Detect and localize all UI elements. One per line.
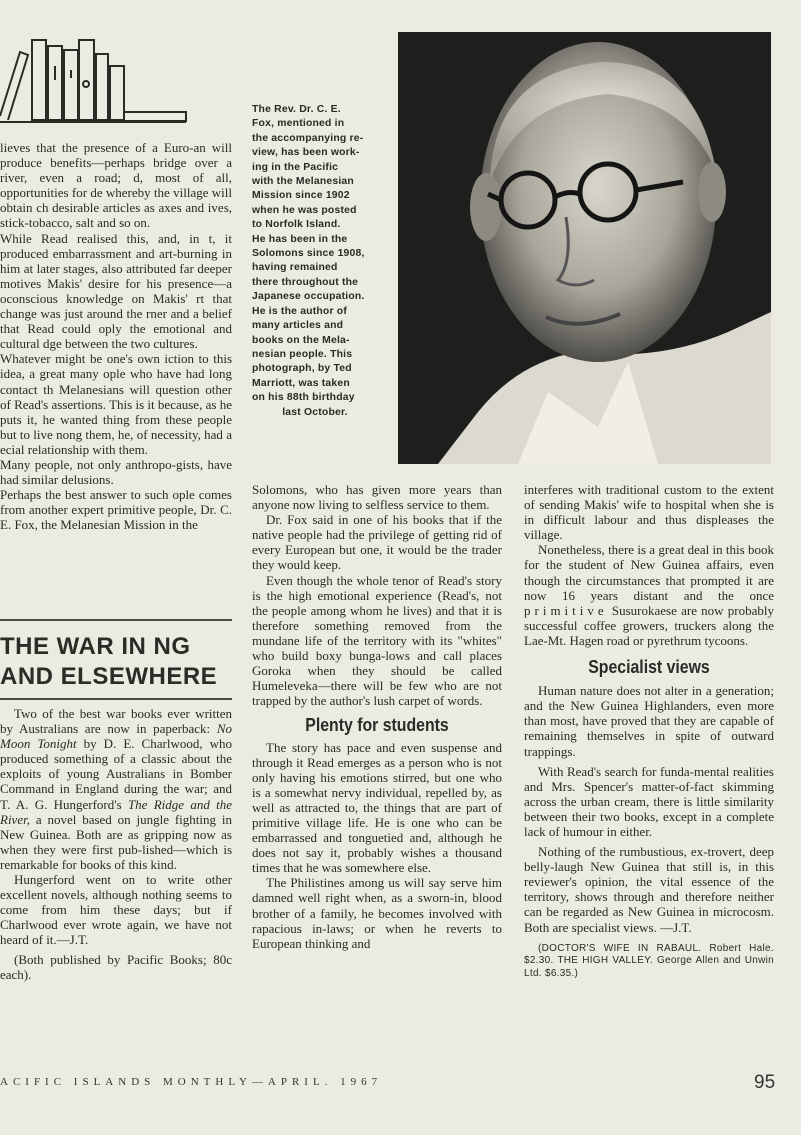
portrait-photo	[398, 32, 771, 464]
caption-line: photograph, by Ted	[252, 363, 352, 375]
caption-line: there throughout the	[252, 276, 359, 288]
section-heading: AND ELSEWHERE	[0, 663, 218, 690]
paragraph	[524, 542, 774, 648]
paragraph: lieves that the presence of a Euro-an will produce benefits—perhaps bridge over a river, even a road; d, most of all, opportunities for de whereby the village will obtain ch desirable articles as axes and ives, stick-tobacco, salt and so on.	[0, 140, 232, 231]
right-column-text	[524, 482, 774, 980]
caption-line: having remained	[252, 262, 338, 274]
photo-caption	[252, 103, 378, 420]
book-references: (DOCTOR'S WIFE IN RABAUL. Robert Hale. $2.30. THE HIGH VALLEY. George Allen and Unwin Ltd. $6.35.)	[524, 942, 774, 979]
paragraph: The Philistines among us will say serve him damned well right when, as a sworn-in, blood brother of a family, he becomes involved with rapacious in-laws; or when he reverts to European thinking and	[252, 875, 502, 951]
paragraph: Whatever might be one's own iction to this idea, a great many ople who have had long contact th Melanesians will question other of Read's assertions. This is it because, as he puts it, he wanted thing from these people but to live nong them, he, of necessity, had a ecial relationship with them.	[0, 351, 232, 457]
caption-line: Fox, mentioned in	[252, 118, 345, 130]
caption-line: many articles and	[252, 320, 344, 332]
section-divider	[0, 619, 232, 621]
books-logo-icon	[0, 36, 200, 126]
caption-line: last October.	[282, 406, 348, 418]
caption-line: nesian people. This	[252, 348, 353, 360]
paragraph: Many people, not only anthropo-gists, have had similar delusions.	[0, 456, 232, 488]
war-section	[0, 632, 232, 982]
paragraph: Perhaps the best answer to such ople comes from another expert primitive people, Dr. C. E. Fox, the Melanesian Mission in the	[0, 487, 232, 533]
caption-line: Mission since 1902	[252, 190, 350, 202]
caption-line: Solomons since 1908,	[252, 248, 365, 260]
paragraph: Dr. Fox said in one of his books that if the native people had the privilege of getting rid of every European but one, it would be the trader they would keep.	[252, 512, 502, 573]
text-run: Nonetheless, there is a great deal in this book for the student of New Guinea affairs, even though the circumstances that prompted it are now 16 years distant and the once	[524, 542, 774, 603]
caption-line: with the Melanesian	[252, 176, 354, 188]
page-number: 95	[754, 1072, 776, 1093]
caption-line: He is the author of	[252, 305, 348, 317]
book-title: The Ridge and the River,	[0, 796, 232, 827]
paragraph: Nothing of the rumbustious, ex-trovert, deep belly-laugh New Guinea that still is, in this reviewer's opinion, the vital essence of the territory, shows through and therefore neither can be regarded as New Guinea in microcosm. Both are specialist views. —J.T.	[524, 844, 774, 935]
subheading: Specialist views	[588, 657, 710, 678]
text-run: primitive	[524, 602, 608, 618]
paragraph: Hungerford went on to write other excellent novels, although nothing seems to come from him these days; but if Charlwood ever wrote again, we have not heard of it.—J.T.	[0, 872, 232, 948]
middle-column-text	[252, 482, 502, 951]
caption-line: books on the Mela-	[252, 334, 350, 346]
paragraph: While Read realised this, and, in t, it produced embarrassment and art-burning in him at later stages, also attributed far deeper motives Makis' desire for his presence—a oconscious knowledge on Makis' rt that change was just around the rner and a belief that Read could oply the emotional and cultural dge between the two cultures.	[0, 230, 232, 352]
text-run: a novel based on jungle fighting in New Guinea. Both are as gripping now as when they were first pub-lished—which is remarkable for books of this kind.	[0, 811, 232, 872]
paragraph: interferes with traditional custom to the extent of sending Makis' wife to hospital when she is in difficult labour and thus displeases the village.	[524, 482, 774, 543]
book-title: No Moon Tonight	[0, 721, 232, 752]
paragraph: Human nature does not alter in a generation; and the New Guinea Highlanders, even more than most, have proved that they are capable of remaining themselves in spite of outward trappings.	[524, 683, 774, 759]
section-heading: THE WAR IN NG	[0, 633, 191, 660]
caption-line: ing in the Pacific	[252, 161, 339, 173]
portrait-image-icon	[398, 32, 771, 464]
footer-masthead: ACIFIC ISLANDS MONTHLY—APRIL. 1967	[0, 1076, 383, 1088]
caption-line: to Norfolk Island.	[252, 219, 341, 231]
caption-line: view, has been work-	[252, 147, 360, 159]
caption-line: He has been in the	[252, 233, 348, 245]
heading-underline	[0, 698, 232, 700]
subheading: Plenty for students	[305, 715, 449, 736]
paragraph	[0, 706, 232, 872]
left-column-text	[0, 140, 232, 532]
caption-line: Japanese occupation.	[252, 291, 365, 303]
paragraph: The story has pace and even suspense and through it Read emerges as a person who is not only having his emotions stirred, but one who is a somewhat nervy individual, repelled by, as well as attracted to, the things that are part of primitive village life. He is one who can be embarrassed and tonguetied and, although he does not say it, probably wishes a thousand times that he was somewhere else.	[252, 739, 502, 876]
caption-line: The Rev. Dr. C. E.	[252, 104, 341, 115]
caption-line: Marriott, was taken	[252, 377, 350, 389]
paragraph: Even though the whole tenor of Read's story is the high emotional experience (Read's, not the people among whom he lives) and that it is therefore something removed from the mundane life of the territory with its "whites" who build boxy bunga-lows and call places Goroka when they should be called Humeleveka—there will be few who are not trapped by the author's lush carpet of words.	[252, 572, 502, 709]
caption-line: on his 88th birthday	[252, 392, 355, 404]
paragraph: (Both published by Pacific Books; 80c each).	[0, 951, 232, 982]
text-run: Susurokaese are now probably successful coffee growers, truckers along the Lae-Mt. Hagen road or pyrethrum tycoons.	[524, 602, 774, 648]
caption-line: when he was posted	[252, 204, 357, 216]
caption-line: the accompanying re-	[252, 132, 364, 144]
paragraph: Solomons, who has given more years than anyone now living to selfless service to them.	[252, 482, 502, 513]
text-run: Two of the best war books ever written by Australians are now in paperback:	[0, 706, 232, 737]
paragraph: With Read's search for funda-mental realities and Mrs. Spencer's matter-of-fact skimming across the urban cream, there is little similarity between their two books, except in a complete lack of humour in either.	[524, 763, 774, 839]
text-run: by D. E. Charlwood, who produced something of a classic about the exploits of young Australians in Bomber Command in England during the war; and T. A. G. Hungerford's	[0, 736, 232, 812]
